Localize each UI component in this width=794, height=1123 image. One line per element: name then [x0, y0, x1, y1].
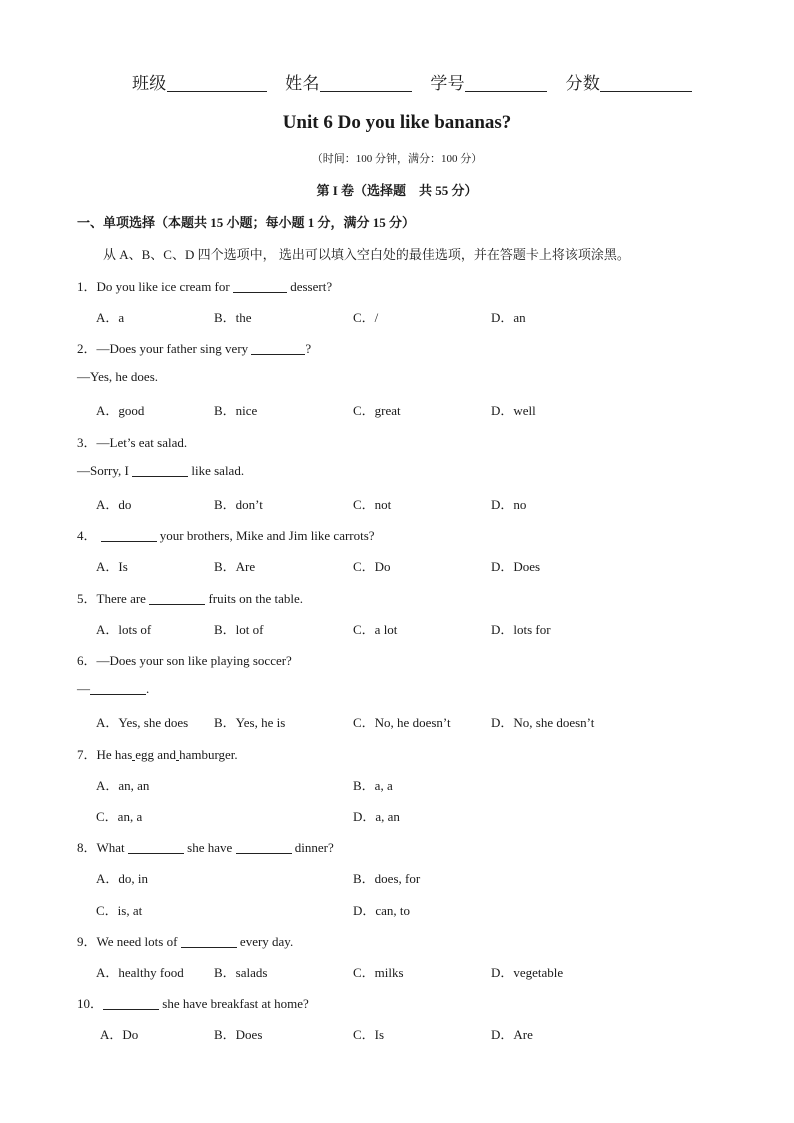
- option-a[interactable]: A．do, in: [96, 871, 149, 886]
- option-a[interactable]: A．a: [96, 310, 125, 325]
- question-6: [77, 650, 292, 669]
- answer-blank[interactable]: [233, 280, 287, 293]
- question-text: —Does your son like playing soccer?: [96, 653, 292, 668]
- name-field[interactable]: [285, 74, 412, 93]
- number-blank[interactable]: [465, 75, 547, 92]
- answer-blank[interactable]: [128, 841, 184, 854]
- option-c[interactable]: C．is, at: [96, 903, 143, 918]
- question-4: [77, 525, 375, 544]
- class-field[interactable]: [132, 74, 267, 93]
- answer-blank[interactable]: [236, 841, 292, 854]
- option-c[interactable]: C．No, he doesn’t: [353, 715, 451, 730]
- option-c[interactable]: C．Is: [353, 1027, 385, 1042]
- question-number: 2．: [77, 341, 97, 356]
- question-8: [77, 837, 334, 856]
- option-d[interactable]: D．vegetable: [491, 965, 564, 980]
- question-text: Do you like ice cream for: [96, 279, 233, 294]
- question-9: [77, 931, 293, 950]
- option-d[interactable]: D．a, an: [353, 809, 400, 824]
- answer-blank[interactable]: [101, 529, 157, 542]
- option-a[interactable]: A．do: [96, 497, 132, 512]
- option-a[interactable]: A．Is: [96, 559, 128, 574]
- option-d[interactable]: D．No, she doesn’t: [491, 715, 595, 730]
- question-text: dinner?: [291, 840, 334, 855]
- option-c[interactable]: C．/: [353, 310, 379, 325]
- question-number: 6．: [77, 653, 97, 668]
- option-c[interactable]: C．milks: [353, 965, 404, 980]
- option-a[interactable]: A．Do: [100, 1027, 139, 1042]
- question-text: hamburger.: [179, 747, 238, 762]
- section-instruction: 从 A、B、C、D 四个选项中， 选出可以填入空白处的最佳选项，并在答题卡上将该项涂黑。: [103, 247, 630, 262]
- question-number: 7．: [77, 747, 97, 762]
- question-2: [77, 338, 311, 357]
- question-number: 1．: [77, 279, 97, 294]
- answer-blank[interactable]: [103, 997, 159, 1010]
- section-heading: 一、单项选择（本题共 15 小题；每小题 1 分，满分 15 分）: [77, 215, 416, 230]
- question-3-reply: [77, 463, 244, 479]
- option-d[interactable]: D．no: [491, 497, 527, 512]
- page-title: Unit 6 Do you like bananas?: [282, 112, 512, 133]
- option-b[interactable]: B．does, for: [353, 871, 421, 886]
- option-d[interactable]: D．an: [491, 310, 526, 325]
- question-text: —Let’s eat salad.: [96, 435, 188, 450]
- volume-heading: 第 I 卷（选择题 共 55 分）: [316, 183, 478, 198]
- name-label: 姓名: [285, 74, 320, 93]
- option-c[interactable]: C．a lot: [353, 622, 398, 637]
- option-c[interactable]: C．an, a: [96, 809, 143, 824]
- reply-text: .: [146, 681, 150, 696]
- question-2-reply: —Yes, he does.: [77, 369, 159, 384]
- question-3: [77, 432, 187, 451]
- question-number: 8．: [77, 840, 97, 855]
- option-d[interactable]: D．lots for: [491, 622, 551, 637]
- option-b[interactable]: B．a, a: [353, 778, 393, 793]
- option-a[interactable]: A．lots of: [96, 622, 152, 637]
- option-d[interactable]: D．well: [491, 403, 536, 418]
- number-label: 学号: [430, 74, 465, 93]
- question-text: There are: [96, 591, 150, 606]
- option-c[interactable]: C．great: [353, 403, 401, 418]
- reply-text: —: [77, 681, 90, 696]
- option-a[interactable]: A．good: [96, 403, 145, 418]
- question-number: 5．: [77, 591, 97, 606]
- score-field[interactable]: [566, 74, 693, 93]
- student-info-line: [132, 69, 706, 94]
- option-b[interactable]: B．lot of: [214, 622, 264, 637]
- question-number: 4．: [77, 528, 97, 543]
- question-text: your brothers, Mike and Jim like carrots?: [156, 528, 375, 543]
- answer-blank[interactable]: [132, 464, 188, 477]
- question-10: [77, 993, 309, 1012]
- class-label: 班级: [132, 74, 167, 93]
- exam-info: （时间：100 分钟，满分：100 分）: [311, 153, 483, 165]
- option-d[interactable]: D．can, to: [353, 903, 411, 918]
- option-b[interactable]: B．salads: [214, 965, 268, 980]
- score-label: 分数: [565, 74, 601, 93]
- score-blank[interactable]: [600, 75, 692, 92]
- option-b[interactable]: B．Yes, he is: [214, 715, 286, 730]
- question-text: egg and: [135, 747, 177, 762]
- option-d[interactable]: D．Does: [491, 559, 541, 574]
- question-text: every day.: [236, 934, 294, 949]
- answer-blank[interactable]: [90, 682, 146, 695]
- question-number: 9．: [77, 934, 97, 949]
- option-b[interactable]: B．Does: [214, 1027, 263, 1042]
- answer-blank[interactable]: [251, 342, 305, 355]
- option-a[interactable]: A．healthy food: [96, 965, 184, 980]
- question-text: —Does your father sing very: [96, 341, 252, 356]
- question-5: [77, 588, 303, 607]
- reply-text: —Sorry, I: [77, 463, 133, 478]
- option-c[interactable]: C．Do: [353, 559, 391, 574]
- question-text: He has: [96, 747, 133, 762]
- question-text: We need lots of: [96, 934, 181, 949]
- option-b[interactable]: B．the: [214, 310, 252, 325]
- question-1: [77, 276, 332, 295]
- question-number: 10．: [77, 996, 104, 1011]
- option-d[interactable]: D．Are: [491, 1027, 533, 1042]
- option-a[interactable]: A．an, an: [96, 778, 150, 793]
- question-text: she have breakfast at home?: [159, 996, 309, 1011]
- name-blank[interactable]: [320, 75, 412, 92]
- reply-text: like salad.: [188, 463, 245, 478]
- question-text: What: [96, 840, 128, 855]
- question-7: [77, 744, 238, 763]
- answer-blank[interactable]: [149, 592, 205, 605]
- option-b[interactable]: B．nice: [214, 403, 258, 418]
- option-b[interactable]: B．don’t: [214, 497, 263, 512]
- question-text: dessert?: [286, 279, 333, 294]
- question-text: ?: [305, 341, 312, 356]
- question-6-reply: [77, 681, 149, 697]
- question-text: fruits on the table.: [205, 591, 304, 606]
- option-a[interactable]: A．Yes, she does: [96, 715, 189, 730]
- option-c[interactable]: C．not: [353, 497, 392, 512]
- answer-blank[interactable]: [181, 935, 237, 948]
- option-b[interactable]: B．Are: [214, 559, 256, 574]
- question-text: she have: [183, 840, 236, 855]
- number-field[interactable]: [430, 74, 547, 93]
- question-number: 3．: [77, 435, 97, 450]
- class-blank[interactable]: [167, 75, 267, 92]
